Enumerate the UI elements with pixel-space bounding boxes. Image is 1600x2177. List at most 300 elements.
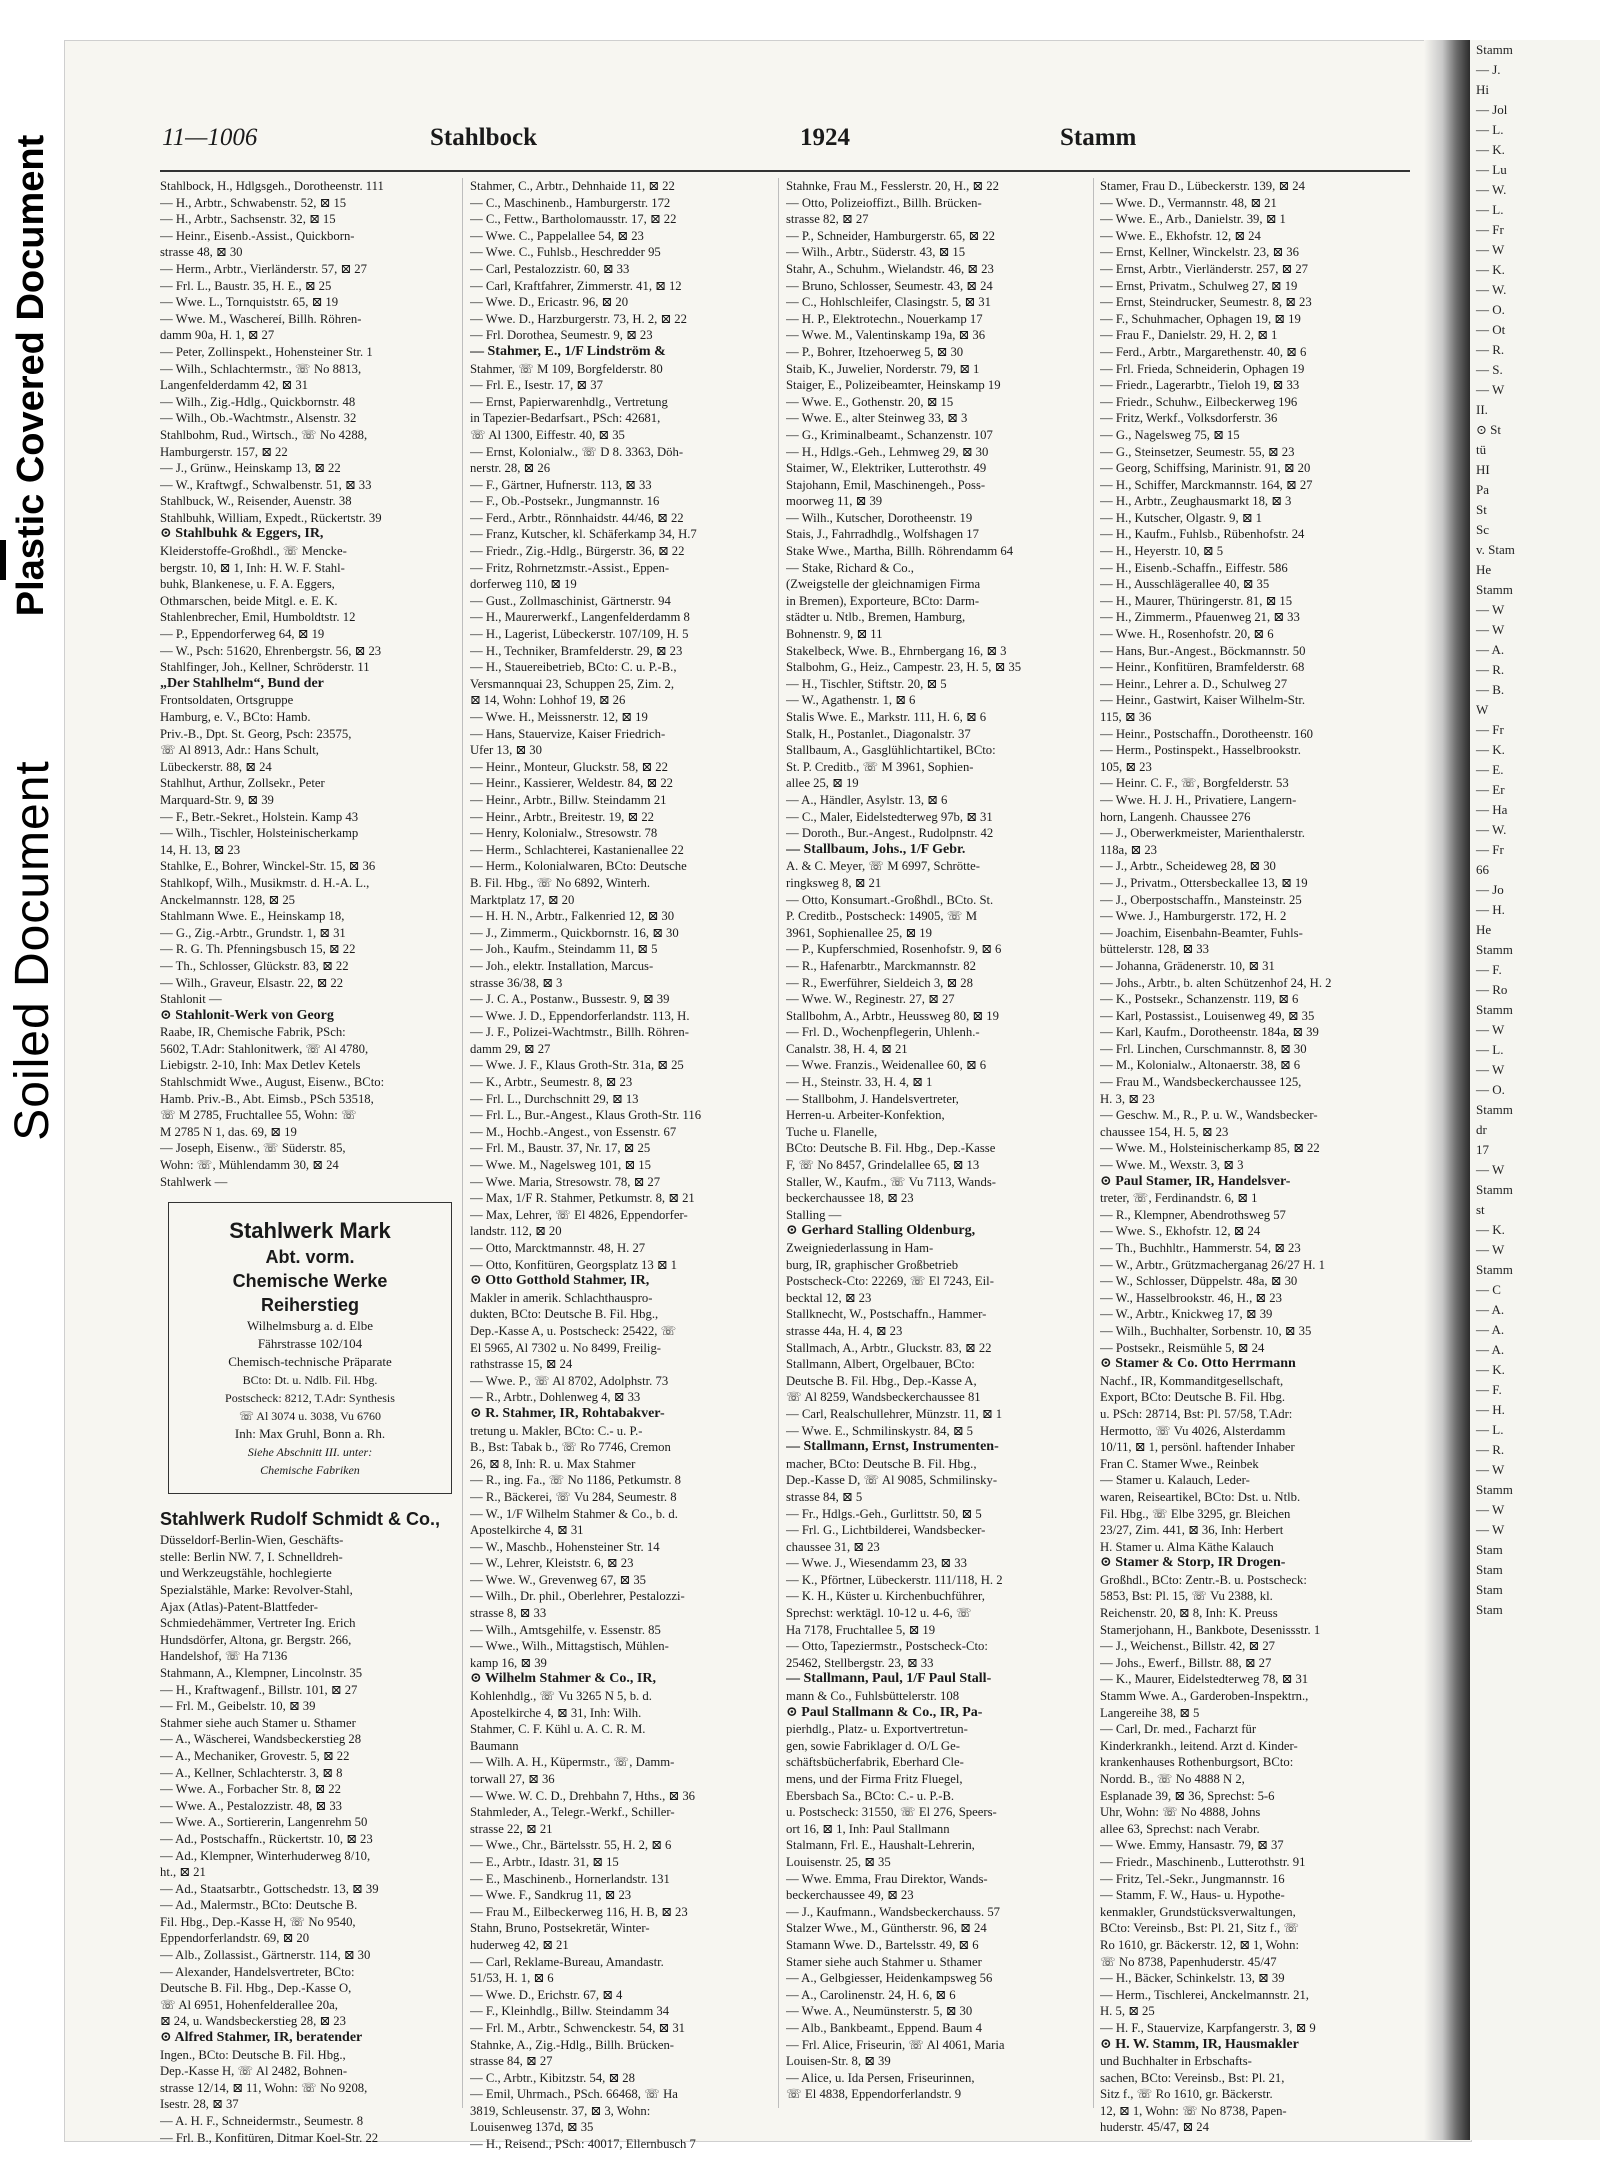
directory-entry-line: H. Stamer u. Alma Käthe Kalauch xyxy=(1100,1539,1274,1554)
directory-entry-line: — Heinr., Eisenb.-Assist., Quickborn- xyxy=(160,228,355,243)
directory-entry-line: Stalis Wwe. E., Markstr. 111, H. 6, ⊠ 6 xyxy=(786,710,987,724)
directory-entry-line: macher, BCto: Deutsche B. Fil. Hbg., xyxy=(786,1456,977,1471)
facing-page-fragment: — W xyxy=(1476,1462,1505,1477)
directory-entry-line: — Bruno, Schlosser, Seumestr. 43, ⊠ 24 xyxy=(786,278,993,293)
directory-entry-line: — C., Fettw., Bartholomausstr. 17, ⊠ 22 xyxy=(470,212,677,227)
directory-entry-line: — W., Arbtr., Knickweg 17, ⊠ 39 xyxy=(1100,1307,1273,1322)
directory-entry-line: — Stallmann, Ernst, Instrumenten- xyxy=(786,1439,999,1455)
directory-entry-line: beckerchaussee 49, ⊠ 23 xyxy=(786,1888,914,1903)
directory-entry-line: — F., Gärtner, Hufnerstr. 113, ⊠ 33 xyxy=(470,477,652,492)
directory-entry-line: Hamb. Priv.-B., Abt. Eimsb., PSch 53518, xyxy=(160,1091,374,1106)
directory-entry-line: — Georg, Schiffsing, Marinistr. 91, ⊠ 20 xyxy=(1100,461,1311,476)
directory-entry-line: — Herm., Postinspekt., Hasselbrookstr. xyxy=(1100,743,1301,758)
facing-page-fragment: Stam xyxy=(1476,1562,1503,1577)
directory-entry-line: Export, BCto: Deutsche B. Fil. Hbg. xyxy=(1100,1390,1286,1405)
directory-entry-line: — F., Betr.-Sekret., Holstein. Kamp 43 xyxy=(160,809,359,824)
directory-entry-line: ☏ Al 6951, Hohenfelderallee 20a, xyxy=(160,1997,338,2012)
directory-entry-line: kamp 16, ⊠ 39 xyxy=(470,1655,547,1670)
directory-entry-line: stelle: Berlin NW. 7, I. Schnelldreh- xyxy=(160,1549,343,1564)
directory-entry-line: — W., Lehrer, Kleiststr. 6, ⊠ 23 xyxy=(470,1556,634,1571)
facing-page-fragment: — F. xyxy=(1476,1382,1502,1397)
directory-entry-line: Stamer siehe auch Stahmer u. Sthamer xyxy=(786,1954,982,1969)
directory-entry-line: — Wilh., Buchhalter, Sorbenstr. 10, ⊠ 35 xyxy=(1100,1323,1312,1338)
directory-entry-line: — Friedr., Lagerarbtr., Tieloh 19, ⊠ 33 xyxy=(1100,378,1300,393)
directory-entry-line: krankenhauses Rothenburgsort, BCto: xyxy=(1100,1755,1294,1770)
directory-entry-line: burg, IR, graphischer Großbetrieb xyxy=(786,1257,959,1272)
facing-page-fragment: — Jol xyxy=(1476,102,1508,117)
directory-entry-line: huderweg 42, ⊠ 21 xyxy=(470,1937,569,1952)
directory-entry-line: — Otto, Tapeziermstr., Postscheck-Cto: xyxy=(786,1639,988,1654)
directory-entry-line: — Wwe. Emmy, Hansastr. 79, ⊠ 37 xyxy=(1100,1838,1284,1853)
directory-entry-line: 26, ⊠ 8, Inh: R. u. Max Stahmer xyxy=(470,1456,636,1471)
directory-entry-line: Staller, W., Kaufm., ☏ Vu 7113, Wands- xyxy=(786,1174,996,1189)
directory-entry-line: 5602, T.Adr: Stahlonitwerk, ☏ Al 4780, xyxy=(160,1041,369,1056)
directory-entry-line: — Wwe. W., Reginestr. 27, ⊠ 27 xyxy=(786,992,955,1007)
facing-page-fragment: — W xyxy=(1476,382,1505,397)
directory-entry-line: Raabe, IR, Chemische Fabrik, PSch: xyxy=(160,1025,346,1040)
directory-entry-line: damm 29, ⊠ 27 xyxy=(470,1041,551,1056)
directory-entry-line: rathstrasse 15, ⊠ 24 xyxy=(470,1357,573,1372)
directory-entry-line: Stallbaum, A., Gasglühlichtartikel, BCto: xyxy=(786,743,996,758)
directory-entry-line: — Wwe. S., Ekhofstr. 12, ⊠ 24 xyxy=(1100,1224,1261,1239)
directory-entry-line: — R., Arbtr., Dohlenweg 4, ⊠ 33 xyxy=(470,1390,641,1405)
directory-entry-line: — H., Kutscher, Olgastr. 9, ⊠ 1 xyxy=(1100,510,1262,525)
facing-page-fragment: — W xyxy=(1476,1242,1505,1257)
directory-entry-line: — Wwe. D., Erichstr. 67, ⊠ 4 xyxy=(470,1987,623,2002)
facing-page-fragment: — R. xyxy=(1476,1442,1505,1457)
directory-entry-line: Stalzer Wwe., M., Güntherstr. 96, ⊠ 24 xyxy=(786,1921,987,1936)
directory-entry-line: — E., Maschinenb., Hornerlandstr. 131 xyxy=(470,1871,670,1886)
directory-entry-line: — Ferd., Arbtr., Margarethenstr. 40, ⊠ 6 xyxy=(1100,344,1307,359)
directory-entry-line: — Ferd., Arbtr., Rönnhaidstr. 44/46, ⊠ 22 xyxy=(470,510,684,525)
facing-page-fragment: 17 xyxy=(1476,1142,1489,1157)
directory-entry-line: ⊙ Stahlonit-Werk von Georg xyxy=(160,1007,334,1023)
directory-entry-line: „Der Stahlhelm“, Bund der xyxy=(160,675,324,691)
directory-entry-line: ⊙ Alfred Stahmer, IR, beratender xyxy=(160,2030,363,2046)
directory-entry-line: — J., Kaufmann., Wandsbeckerchauss. 57 xyxy=(786,1904,1001,1919)
facing-page-fragment: — L. xyxy=(1476,202,1504,217)
directory-entry-line: Stahnke, Frau M., Fesslerstr. 20, H., ⊠ 22 xyxy=(786,179,999,193)
directory-entry-line: — Stamer u. Kalauch, Leder- xyxy=(1100,1473,1250,1488)
directory-entry-line: Versmannquai 23, Schuppen 25, Zim. 2, xyxy=(470,676,675,691)
directory-entry-line: Stamer, Frau D., Lübeckerstr. 139, ⊠ 24 xyxy=(1100,179,1305,193)
directory-entry-line: Eppendorferlandstr. 69, ⊠ 20 xyxy=(160,1931,310,1946)
directory-entry-line: Hamburgerstr. 157, ⊠ 22 xyxy=(160,444,288,459)
directory-entry-line: Kohlenhdlg., ☏ Vu 3265 N 5, b. d. xyxy=(470,1689,652,1704)
directory-entry-line: — Max, Lehrer, ☏ El 4826, Eppendorfer- xyxy=(470,1207,688,1222)
directory-entry-line: — W., Arbtr., Grützmacherganag 26/27 H. 1 xyxy=(1100,1257,1325,1272)
facing-page-fragment: — K. xyxy=(1476,262,1505,277)
facing-page-fragment: — W xyxy=(1476,1522,1505,1537)
directory-entry-line: — Wwe. D., Harzburgerstr. 73, H. 2, ⊠ 22 xyxy=(470,311,687,326)
directory-entry-line: Stahlbohm, Rud., Wirtsch., ☏ No 4288, xyxy=(160,427,368,442)
directory-entry-line: chaussee 31, ⊠ 23 xyxy=(786,1539,880,1554)
directory-entry-line: Deutsche B. Fil. Hbg., Dep.-Kasse A, xyxy=(786,1373,977,1388)
directory-entry-line: — Frl. L., Baustr. 35, H. E., ⊠ 25 xyxy=(160,278,332,293)
column-divider xyxy=(778,178,779,2108)
directory-entry-line: — H., Ausschlägerallee 40, ⊠ 35 xyxy=(1100,577,1270,592)
directory-entry-line: Louisen-Str. 8, ⊠ 39 xyxy=(786,2054,891,2069)
directory-entry-line: becktal 12, ⊠ 23 xyxy=(786,1290,872,1305)
directory-entry-line: — R. G. Th. Pfenningsbusch 15, ⊠ 22 xyxy=(160,942,356,957)
directory-entry-line: Stahmleder, A., Telegr.-Werkf., Schiller- xyxy=(470,1805,675,1820)
directory-entry-line: Fil. Hbg., Dep.-Kasse H, ☏ No 9540, xyxy=(160,1914,356,1929)
directory-entry-line: — Frl. L., Bur.-Angest., Klaus Groth-Str. 116 xyxy=(470,1108,702,1123)
directory-entry-line: El 5965, Al 7302 u. No 8499, Freilig- xyxy=(470,1340,662,1355)
column-4 xyxy=(1100,178,1400,2136)
directory-entry-line: 51/53, H. 1, ⊠ 6 xyxy=(470,1971,554,1986)
directory-entry-line: Stahmer, ☏ M 109, Borgfelderstr. 80 xyxy=(470,361,663,376)
directory-entry-line: — J. C. A., Postanw., Bussestr. 9, ⊠ 39 xyxy=(470,992,670,1007)
directory-entry-line: — P., Kupferschmied, Rosenhofstr. 9, ⊠ 6 xyxy=(786,942,1002,957)
directory-entry-line: strasse 48, ⊠ 30 xyxy=(160,245,243,260)
facing-page-fragment: — O. xyxy=(1476,1082,1505,1097)
page-header xyxy=(100,124,1137,156)
directory-entry-line: — Peter, Zollinspekt., Hohensteiner Str. 1 xyxy=(160,344,373,359)
directory-entry-line: — Wwe. J., Hamburgerstr. 172, H. 2 xyxy=(1100,909,1287,924)
directory-entry-line: Stahlbock, H., Hdlgsgeh., Dorotheenstr. 111 xyxy=(160,179,384,193)
directory-entry-line: — Fritz, Rohrnetzmstr.-Assist., Eppen- xyxy=(470,560,670,575)
facing-page-fragment: 66 xyxy=(1476,862,1489,877)
directory-entry-line: ⊠ 14, Wohn: Lohhof 19, ⊠ 26 xyxy=(470,693,626,708)
directory-entry-line: Stahlschmidt Wwe., August, Eisenw., BCto: xyxy=(160,1075,385,1090)
directory-entry-line: — M., Hochb.-Angest., von Essenstr. 67 xyxy=(470,1124,677,1139)
directory-entry-line: Canalstr. 38, H. 4, ⊠ 21 xyxy=(786,1041,908,1056)
directory-entry-line: — Frl. Dorothea, Seumestr. 9, ⊠ 23 xyxy=(470,328,653,343)
directory-entry-line: Stahn, Bruno, Postsekretär, Winter- xyxy=(470,1921,650,1936)
facing-page-fragment: Hi xyxy=(1476,82,1489,97)
facing-page-edge xyxy=(1470,40,1600,2140)
directory-entry-line: Stamerjohann, H., Bankbote, Desenissstr. 1 xyxy=(1100,1622,1321,1637)
directory-entry-line: ☏ Al 1300, Eiffestr. 40, ⊠ 35 xyxy=(470,427,625,442)
directory-entry-line: 23/27, Zim. 441, ⊠ 36, Inh: Herbert xyxy=(1100,1523,1284,1538)
facing-page-fragment: Stam xyxy=(1476,1542,1503,1557)
directory-entry-line: — Wwe. Maria, Stresowstr. 78, ⊠ 27 xyxy=(470,1174,661,1189)
directory-entry-line: — Carl, Kraftfahrer, Zimmerstr. 41, ⊠ 12 xyxy=(470,278,682,293)
directory-entry-line: — Heinr., Lehrer a. D., Schulweg 27 xyxy=(1100,676,1288,691)
directory-entry-line: — W., Kraftwgf., Schwalbenstr. 51, ⊠ 33 xyxy=(160,477,372,492)
directory-entry-line: — Friedr., Maschinenb., Lutterothstr. 91 xyxy=(1100,1854,1306,1869)
directory-entry-line: Ro 1610, gr. Bäckerstr. 12, ⊠ 1, Wohn: xyxy=(1100,1937,1299,1952)
directory-entry-line: — Johanna, Grädenerstr. 10, ⊠ 31 xyxy=(1100,958,1275,973)
directory-entry-line: — Ad., Postschaffn., Rückertstr. 10, ⊠ 23 xyxy=(160,1831,373,1846)
directory-entry-line: allee 63, Sprechst: nach Verabr. xyxy=(1100,1821,1260,1836)
header-right-word: Stamm xyxy=(1060,124,1137,151)
directory-entry-line: — Geschw. M., R., P. u. W., Wandsbecker- xyxy=(1100,1108,1318,1123)
directory-entry-line: — R., Bäckerei, ☏ Vu 284, Seumestr. 8 xyxy=(470,1489,677,1504)
ad-subtitle: Reiherstieg xyxy=(260,1295,360,1316)
directory-entry-line: buhk, Blankenese, u. F. A. Eggers, xyxy=(160,577,335,592)
directory-entry-line: Postscheck-Cto: 22269, ☏ El 7243, Eil- xyxy=(786,1274,994,1289)
directory-entry-line: strasse 8, ⊠ 33 xyxy=(470,1606,547,1621)
directory-entry-line: — Wilh., Tischler, Holsteinischerkamp xyxy=(160,826,359,841)
directory-entry-line: — Postsekr., Reismühle 5, ⊠ 24 xyxy=(1100,1340,1265,1355)
directory-entry-line: — H., Arbtr., Sachsenstr. 32, ⊠ 15 xyxy=(160,212,336,227)
directory-entry-line: — Wilh., Zig.-Hdlg., Quickbornstr. 48 xyxy=(160,394,356,409)
ad-title: Stahlwerk Mark xyxy=(229,1218,391,1244)
ad-line: Chemische Fabriken xyxy=(260,1463,360,1478)
directory-entry-line: — Wwe. H., Rosenhofstr. 20, ⊠ 6 xyxy=(1100,627,1274,642)
directory-entry-line: chaussee 154, H. 5, ⊠ 23 xyxy=(1100,1124,1229,1139)
directory-entry-line: — H., Kaufm., Fuhlsb., Rübenhofstr. 24 xyxy=(1100,527,1305,542)
facing-page-fragment: — A. xyxy=(1476,1322,1505,1337)
directory-entry-line: Othmarschen, beide Mitgl. e. E. K. xyxy=(160,593,338,608)
directory-entry-line: — Stake, Richard & Co., xyxy=(786,560,914,575)
directory-entry-line: — H., Maurer, Thüringerstr. 81, ⊠ 15 xyxy=(1100,593,1293,608)
directory-entry-line: — Heinr., Gastwirt, Kaiser Wilhelm-Str. xyxy=(1100,693,1306,708)
ad-line: ☏ Al 3074 u. 3038, Vu 6760 xyxy=(238,1409,382,1424)
directory-entry-line: Herren-u. Arbeiter-Konfektion, xyxy=(786,1108,945,1123)
directory-entry-line: in Tapezier-Bedarfsart., PSch: 42681, xyxy=(470,411,661,426)
directory-entry-line: — Stallbohm, J. Handelsvertreter, xyxy=(786,1091,959,1106)
directory-entry-line: in Bremen), Exporteure, BCto: Darm- xyxy=(786,593,980,608)
directory-entry-line: Marktplatz 17, ⊠ 20 xyxy=(470,892,575,907)
directory-entry-line: — Alexander, Handelsvertreter, BCto: xyxy=(160,1964,355,1979)
directory-entry-line: ⊙ Stamer & Storp, IR Drogen- xyxy=(1100,1555,1286,1571)
facing-page-fragment: — J. xyxy=(1476,62,1501,77)
directory-entry-line: St. P. Creditb., ☏ M 3961, Sophien- xyxy=(786,759,974,774)
ad-subtitle: Chemische Werke xyxy=(232,1271,388,1292)
column-2 xyxy=(470,178,770,2153)
directory-entry-line: — Joachim, Eisenbahn-Beamter, Fuhls- xyxy=(1100,925,1303,940)
directory-entry-line: — Ernst, Kellner, Winckelstr. 23, ⊠ 36 xyxy=(1100,245,1299,260)
column-1 xyxy=(160,178,460,2146)
directory-entry-line: — H., Zimmerm., Pfauenweg 21, ⊠ 33 xyxy=(1100,610,1300,625)
facing-page-fragment: — Ha xyxy=(1476,802,1508,817)
directory-entry-line: — Wilh., Dr. phil., Oberlehrer, Pestalozzi- xyxy=(470,1589,685,1604)
directory-entry-line: ☏ Al 8913, Adr.: Hans Schult, xyxy=(160,743,319,758)
directory-entry-line: Langereihe 38, ⊠ 5 xyxy=(1100,1705,1200,1720)
facing-page-fragment: — W. xyxy=(1476,282,1507,297)
facing-page-fragment: — K. xyxy=(1476,742,1505,757)
directory-entry-line: ⊠ 24, u. Wandsbeckerstieg 28, ⊠ 23 xyxy=(160,2014,346,2029)
directory-entry-line: strasse 22, ⊠ 21 xyxy=(470,1821,553,1836)
directory-entry-line: — H. P., Elektrotechn., Nouerkamp 17 xyxy=(786,311,983,326)
directory-entry-line: treter, ☏, Ferdinandstr. 6, ⊠ 1 xyxy=(1100,1191,1258,1206)
facing-page-fragment: Stamm xyxy=(1476,1262,1513,1277)
directory-entry-line: — A., Wäscherei, Wandsbeckerstieg 28 xyxy=(160,1732,362,1747)
facing-page-fragment: — Fr xyxy=(1476,842,1504,857)
directory-entry-line: — Wilh., Amtsgehilfe, v. Essenstr. 85 xyxy=(470,1622,661,1637)
directory-entry-line: — Wwe. A., Forbacher Str. 8, ⊠ 22 xyxy=(160,1782,341,1797)
directory-entry-line: — G., Steinsetzer, Seumestr. 55, ⊠ 23 xyxy=(1100,444,1295,459)
directory-entry-line: M 2785 N 1, das. 69, ⊠ 19 xyxy=(160,1124,297,1139)
directory-entry-line: — G., Nagelsweg 75, ⊠ 15 xyxy=(1100,427,1240,442)
directory-entry-line: — Heinr., Postschaffn., Dorotheenstr. 160 xyxy=(1100,726,1313,741)
directory-entry-line: — Stallbaum, Johs., 1/F Gebr. xyxy=(786,841,966,857)
directory-entry-line: mann & Co., Fuhlsbüttelerstr. 108 xyxy=(786,1689,960,1704)
directory-entry-line: u. Postscheck: 31550, ☏ El 276, Speers- xyxy=(786,1805,997,1820)
directory-entry-line: Stallbohm, A., Arbtr., Heussweg 80, ⊠ 19 xyxy=(786,1008,999,1023)
directory-entry-line: Nachf., IR, Kommanditgesellschaft, xyxy=(1100,1373,1284,1388)
directory-entry-line: — Ernst, Steindrucker, Seumestr. 8, ⊠ 23 xyxy=(1100,295,1312,310)
directory-entry-line: — J., Oberwerkmeister, Marienthalerstr. xyxy=(1100,826,1305,841)
directory-entry-line: ☏ El 4838, Eppendorferlandstr. 9 xyxy=(786,2087,962,2102)
directory-entry-line: ⊙ Gerhard Stalling Oldenburg, xyxy=(786,1223,976,1239)
facing-page-fragment: st xyxy=(1476,1202,1485,1217)
directory-entry-line: — Heinr., Monteur, Gluckstr. 58, ⊠ 22 xyxy=(470,759,668,774)
facing-page-fragment: He xyxy=(1476,562,1492,577)
directory-entry-line: Stakelbeck, Wwe. B., Ehrnbergang 16, ⊠ 3 xyxy=(786,643,1007,658)
directory-entry-line: dukten, BCto: Deutsche B. Fil. Hbg., xyxy=(470,1307,659,1322)
directory-entry-line: 3819, Schleusenstr. 37, ⊠ 3, Wohn: xyxy=(470,2103,651,2118)
directory-entry-line: Fil. Hbg., ☏ Elbe 3295, gr. Bleichen xyxy=(1100,1506,1291,1521)
directory-entry-line: — H., Techniker, Bramfelderstr. 29, ⊠ 23 xyxy=(470,643,683,658)
directory-entry-line: — Wwe. D., Ericastr. 96, ⊠ 20 xyxy=(470,295,629,310)
directory-entry-line: Uhr, Wohn: ☏ No 4888, Johns xyxy=(1100,1805,1261,1820)
directory-entry-line: — Joseph, Eisenw., ☏ Süderstr. 85, xyxy=(160,1141,346,1156)
facing-page-fragment: — K. xyxy=(1476,142,1505,157)
directory-entry-line: Kleiderstoffe-Großhdl., ☏ Mencke- xyxy=(160,544,347,559)
directory-entry-line: — Joh., Kaufm., Steindamm 11, ⊠ 5 xyxy=(470,942,658,957)
directory-entry-line: — Th., Schlosser, Glückstr. 83, ⊠ 22 xyxy=(160,958,349,973)
directory-entry-line: — H., Kraftwagenf., Billstr. 101, ⊠ 27 xyxy=(160,1682,358,1697)
directory-entry-line: Dep.-Kasse H, ☏ Al 2482, Bohnen- xyxy=(160,2064,348,2079)
directory-entry-line: — Wwe. E., Schmilinskystr. 84, ⊠ 5 xyxy=(786,1423,973,1438)
facing-page-fragment: — A. xyxy=(1476,1342,1505,1357)
facing-page-fragment: — W xyxy=(1476,602,1505,617)
directory-entry-line: — Ernst, Privatm., Schulweg 27, ⊠ 19 xyxy=(1100,278,1298,293)
directory-entry-line: — H. F., Stauervize, Karpfangerstr. 3, ⊠ 9 xyxy=(1100,2020,1316,2035)
directory-entry-line: — W., Psch: 51620, Ehrenbergstr. 56, ⊠ 23 xyxy=(160,643,382,658)
directory-entry-line: Louisenweg 137d, ⊠ 35 xyxy=(470,2120,594,2135)
directory-entry-line: — Wwe. J. D., Eppendorferlandstr. 113, H. xyxy=(470,1008,690,1023)
facing-page-fragment: — Lu xyxy=(1476,162,1507,177)
directory-entry-line: Apostelkirche 4, ⊠ 31, Inh: Wilh. xyxy=(470,1705,642,1720)
directory-entry-line: — Wwe. M., Nagelsweg 101, ⊠ 15 xyxy=(470,1158,651,1173)
directory-entry-line: — Wilh., Arbtr., Süderstr. 43, ⊠ 15 xyxy=(786,245,966,260)
facing-page-fragment: Stamm xyxy=(1476,1002,1513,1017)
directory-entry-line: — Wwe. W., Grevenweg 67, ⊠ 35 xyxy=(470,1572,647,1587)
facing-page-fragment: — C xyxy=(1476,1282,1501,1297)
directory-entry-line: — W., Schlosser, Düppelstr. 48a, ⊠ 30 xyxy=(1100,1274,1298,1289)
ad-line: Inh: Max Gruhl, Bonn a. Rh. xyxy=(234,1426,386,1442)
directory-entry-line: — H., Maurerwerkf., Langenfelderdamm 8 xyxy=(470,610,690,625)
directory-entry-line: — H., Schiffer, Marckmannstr. 164, ⊠ 27 xyxy=(1100,477,1313,492)
facing-page-fragment: — F. xyxy=(1476,962,1502,977)
directory-entry-line: — Wwe. M., Wexstr. 3, ⊠ 3 xyxy=(1100,1158,1244,1173)
directory-entry-line: Stahlenbrecher, Emil, Humboldtstr. 12 xyxy=(160,610,356,625)
directory-entry-line: P. Creditb., Postscheck: 14905, ☏ M xyxy=(786,909,978,924)
directory-entry-line: — Hans, Bur.-Angest., Böckmannstr. 50 xyxy=(1100,643,1306,658)
directory-entry-line: — Otto, Konfitüren, Georgsplatz 13 ⊠ 1 xyxy=(470,1257,678,1272)
directory-entry-line: — Fritz, Werkf., Volksdorferstr. 36 xyxy=(1100,411,1278,426)
directory-entry-line: — H., Arbtr., Schwabenstr. 52, ⊠ 15 xyxy=(160,195,347,210)
directory-entry-line: 3961, Sophienallee 25, ⊠ 19 xyxy=(786,925,932,940)
directory-entry-line: — Herm., Arbtr., Vierländerstr. 57, ⊠ 27 xyxy=(160,261,367,276)
directory-entry-line: — Johs., Arbtr., b. alten Schützenhof 24, H. 2 xyxy=(1100,975,1332,990)
directory-entry-line: — Frl. M., Geibelstr. 10, ⊠ 39 xyxy=(160,1699,316,1714)
directory-entry-line: — A., Gelbgiesser, Heidenkampsweg 56 xyxy=(786,1971,993,1986)
directory-entry-line: — Wwe., Chr., Bärtelsstr. 55, H. 2, ⊠ 6 xyxy=(470,1838,672,1853)
directory-entry-line: Stahlbuck, W., Reisender, Auenstr. 38 xyxy=(160,494,352,509)
directory-entry-line: ⊙ Paul Stallmann & Co., IR, Pa- xyxy=(786,1704,983,1720)
directory-entry-line: Langenfelderdamm 42, ⊠ 31 xyxy=(160,378,309,393)
directory-entry-line: Sitz f., ☏ Ro 1610, gr. Bäckerstr. xyxy=(1100,2087,1273,2102)
directory-entry-line: — Ernst, Kolonialw., ☏ D 8. 3363, Döh- xyxy=(470,444,684,459)
directory-entry-line: 12, ⊠ 1, Wohn: ☏ No 8738, Papen- xyxy=(1100,2103,1287,2118)
directory-entry-line: ort 16, ⊠ 1, Inh: Paul Stallmann xyxy=(786,1821,950,1836)
directory-entry-line: 25462, Stellbergstr. 23, ⊠ 33 xyxy=(786,1655,934,1670)
directory-entry-line: — Frau M., Wandsbeckerchaussee 125, xyxy=(1100,1075,1302,1090)
facing-page-fragment: Stam xyxy=(1476,1602,1503,1617)
directory-entry-line: — Heinr., Konfitüren, Bramfelderstr. 68 xyxy=(1100,660,1305,675)
facing-page-fragment: — R. xyxy=(1476,342,1505,357)
directory-entry-line: — Wwe. J. F., Klaus Groth-Str. 31a, ⊠ 25 xyxy=(470,1058,684,1073)
directory-entry-line: Anckelmannstr. 128, ⊠ 25 xyxy=(160,892,296,907)
directory-entry-line: — Wwe. M., Waschereí, Billh. Röhren- xyxy=(160,311,362,326)
directory-entry-line: — Frl. Linchen, Curschmannstr. 8, ⊠ 30 xyxy=(1100,1041,1307,1056)
directory-entry-line: — W., Agathenstr. 1, ⊠ 6 xyxy=(786,693,916,708)
directory-entry-line: — Frl. M., Arbtr., Schwenckestr. 54, ⊠ 31 xyxy=(470,2020,686,2035)
directory-entry-line: Isestr. 28, ⊠ 37 xyxy=(160,2097,239,2112)
directory-entry-line: — Heinr., Arbtr., Billw. Steindamm 21 xyxy=(470,792,667,807)
directory-entry-line: — J., Grünw., Heinskamp 13, ⊠ 22 xyxy=(160,461,341,476)
column-divider xyxy=(462,178,463,2108)
directory-entry-line: Stahlwerk — xyxy=(160,1174,228,1189)
directory-entry-line: — H., Reisend., PSch: 40017, Ellernbusch 7 xyxy=(470,2137,696,2152)
directory-entry-line: Schmiedehämmer, Vertreter Ing. Erich xyxy=(160,1616,356,1631)
directory-entry-line: büttelerstr. 128, ⊠ 33 xyxy=(1100,942,1209,957)
directory-entry-line: — Wwe. E., Ekhofstr. 12, ⊠ 24 xyxy=(1100,228,1261,243)
directory-entry-line: — Ernst, Papierwarenhdlg., Vertretung xyxy=(470,394,668,409)
directory-entry-line: — W., Maschb., Hohensteiner Str. 14 xyxy=(470,1539,660,1554)
directory-entry-line: Stalbohm, G., Heiz., Campestr. 23, H. 5, ⊠ 35 xyxy=(786,660,1022,675)
directory-entry-line: — K. H., Küster u. Kirchenbuchführer, xyxy=(786,1589,985,1604)
directory-entry-line: Nordd. B., ☏ No 4888 N 2, xyxy=(1100,1772,1245,1786)
directory-entry-line: — J. F., Polizei-Wachtmstr., Billh. Röhren- xyxy=(470,1025,689,1040)
ad-line: Chemisch-technische Präparate xyxy=(228,1354,392,1370)
directory-entry-line: 5853, Bst: Pl. 15, ☏ Vu 2388, kl. xyxy=(1100,1589,1273,1604)
directory-entry-line: — Fr., Hdlgs.-Geh., Gurlittstr. 50, ⊠ 5 xyxy=(786,1506,982,1521)
facing-page-fragment: — L. xyxy=(1476,122,1504,137)
directory-entry-line: — Ernst, Arbtr., Vierländerstr. 257, ⊠ 27 xyxy=(1100,261,1309,276)
directory-entry-line: nerstr. 28, ⊠ 26 xyxy=(470,461,551,476)
facing-page-fragment: — O. xyxy=(1476,302,1505,317)
facing-page-fragment: — K. xyxy=(1476,1362,1505,1377)
directory-entry-line: — A. H. F., Schneidermstr., Seumestr. 8 xyxy=(160,2114,364,2128)
facing-page-fragment: Stamm xyxy=(1476,942,1513,957)
directory-entry-line: Sprechst: werktägl. 10-12 u. 4-6, ☏ xyxy=(786,1606,972,1621)
directory-entry-line: — Otto, Konsumart.-Großhdl., BCto. St. xyxy=(786,892,994,907)
facing-page-fragment: Stamm xyxy=(1476,582,1513,597)
directory-entry-line: — J., Zimmerm., Quickbornstr. 16, ⊠ 30 xyxy=(470,925,679,940)
facing-page-fragment: — S. xyxy=(1476,362,1503,377)
directory-entry-line: — Wwe. W. C. D., Drehbahn 7, Hths., ⊠ 36 xyxy=(470,1788,696,1803)
directory-entry-line: — R., Hafenarbtr., Marckmannstr. 82 xyxy=(786,958,976,973)
header-year: 1924 xyxy=(800,124,850,151)
facing-page-fragment: — L. xyxy=(1476,1042,1504,1057)
directory-entry-line: — Frl. D., Wochenpflegerin, Uhlenh.- xyxy=(786,1025,980,1040)
directory-entry-line: Ebersbach Sa., BCto: C.- u. P.-B. xyxy=(786,1788,955,1803)
ad-line: BCto: Dt. u. Ndlb. Fil. Hbg. xyxy=(242,1373,378,1388)
directory-entry-line: kenmakler, Grundstücksverwaltungen, xyxy=(1100,1904,1296,1919)
directory-entry-line: Wohn: ☏, Mühlendamm 30, ⊠ 24 xyxy=(160,1158,339,1173)
directory-entry-line: — Wilh., Schlachtermstr., ☏ No 8813, xyxy=(160,361,362,376)
directory-entry-line: ☏ M 2785, Fruchtallee 55, Wohn: ☏ xyxy=(160,1108,357,1123)
directory-entry-line: ☏ Al 8259, Wandsbeckerchaussee 81 xyxy=(786,1390,981,1405)
facing-page-fragment: — W xyxy=(1476,1502,1505,1517)
directory-entry-line: Stahlhut, Arthur, Zollsekr., Peter xyxy=(160,776,325,791)
directory-entry-line: — Carl, Pestalozzistr. 60, ⊠ 33 xyxy=(470,261,630,276)
directory-entry-line: Stallmann, Albert, Orgelbauer, BCto: xyxy=(786,1357,975,1372)
directory-entry-line: Stahmer, C. F. Kühl u. A. C. R. M. xyxy=(470,1722,646,1737)
facing-page-fragment: — W. xyxy=(1476,182,1507,197)
directory-entry-line: — Herm., Schlachterei, Kastanienallee 22 xyxy=(470,842,684,857)
directory-entry-line: — Doroth., Bur.-Angest., Rudolpnstr. 42 xyxy=(786,826,994,841)
directory-entry-line: — Stamm, F. W., Haus- u. Hypothe- xyxy=(1100,1888,1285,1903)
directory-entry-line: Ingen., BCto: Deutsche B. Fil. Hbg., xyxy=(160,2047,346,2062)
